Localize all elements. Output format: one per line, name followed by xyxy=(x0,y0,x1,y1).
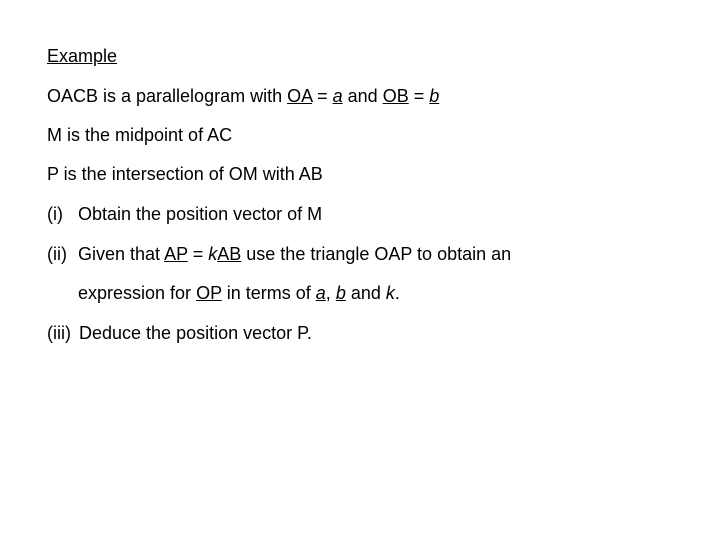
vector-ab: AB xyxy=(217,244,242,264)
vector-ap: AP xyxy=(164,244,188,264)
vector-op: OP xyxy=(196,283,222,303)
statement-prefix: OACB is a parallelogram with xyxy=(47,86,288,106)
question-number: (i) xyxy=(47,204,63,224)
continuation-mid: in terms of xyxy=(221,283,316,303)
equals-sign: = xyxy=(408,86,430,106)
vector-a: a xyxy=(315,283,326,303)
question-number: (iii) xyxy=(47,323,71,343)
question-number: (ii) xyxy=(47,244,67,264)
question-iii xyxy=(47,322,312,344)
question-text-post: use the triangle OAP to obtain an xyxy=(241,244,512,264)
period: . xyxy=(394,283,400,303)
and-word: and xyxy=(345,283,386,303)
question-i xyxy=(47,203,322,225)
question-text: Obtain the position vector of M xyxy=(78,204,323,224)
vector-a: a xyxy=(332,86,343,106)
question-ii-continuation xyxy=(78,282,400,304)
equals-sign: = xyxy=(312,86,333,106)
vector-ob: OB xyxy=(382,86,409,106)
vector-b: b xyxy=(335,283,346,303)
question-text-pre: Given that xyxy=(78,244,165,264)
scalar-k: k xyxy=(385,283,395,303)
continuation-pre: expression for xyxy=(78,283,197,303)
vector-oa: OA xyxy=(287,86,313,106)
parallelogram-statement xyxy=(47,85,439,107)
question-ii xyxy=(47,243,511,265)
comma: , xyxy=(325,283,336,303)
question-text: Deduce the position vector P. xyxy=(79,323,312,343)
vector-b: b xyxy=(429,86,440,106)
midpoint-statement: M is the midpoint of AC xyxy=(47,125,233,145)
equals-sign: = xyxy=(187,244,209,264)
and-word: and xyxy=(342,86,383,106)
intersection-statement: P is the intersection of OM with AB xyxy=(47,164,323,184)
example-heading: Example xyxy=(47,46,118,66)
scalar-k: k xyxy=(208,244,218,264)
